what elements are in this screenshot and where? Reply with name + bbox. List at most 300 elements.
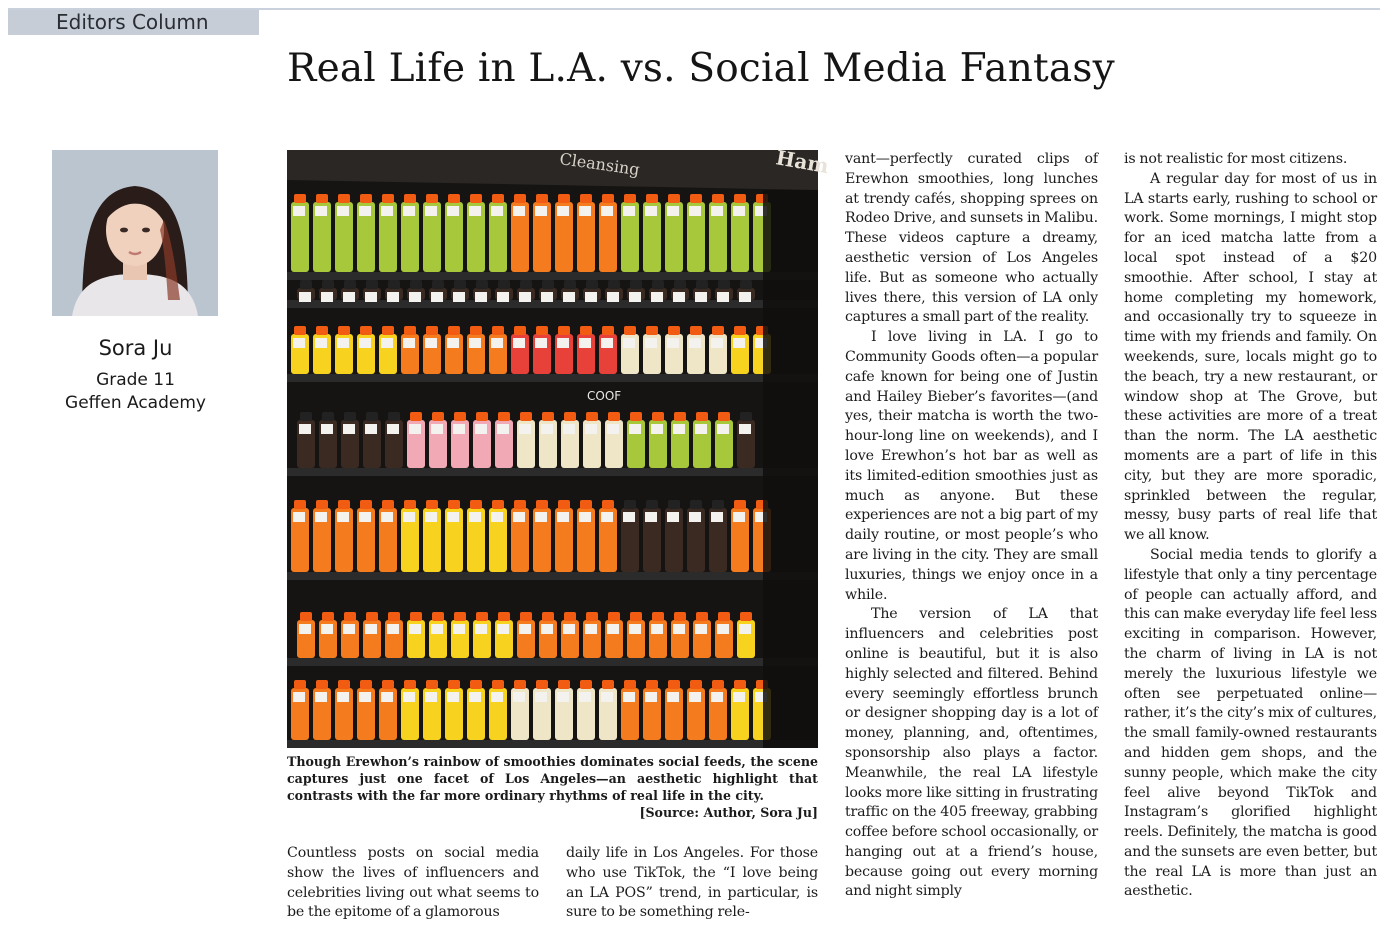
bottle-cap (514, 194, 526, 203)
price-tag (623, 338, 635, 348)
price-tag (695, 292, 707, 302)
bottle-cap (382, 680, 394, 689)
bottle-cap (674, 612, 686, 621)
price-tag (629, 424, 641, 434)
bottle-cap (558, 194, 570, 203)
bottle-cap (338, 194, 350, 203)
price-tag (491, 512, 503, 522)
shelf-edge (287, 658, 818, 666)
price-tag (519, 624, 531, 634)
bottle-cap (322, 280, 334, 289)
price-tag (519, 292, 531, 302)
bottle-cap (630, 412, 642, 421)
price-tag (293, 692, 305, 702)
price-tag (519, 424, 531, 434)
bottle-cap (542, 412, 554, 421)
price-tag (733, 692, 745, 702)
price-tag (343, 624, 355, 634)
bottle-cap (448, 500, 460, 509)
price-tag (667, 338, 679, 348)
author-school: Geffen Academy (65, 393, 206, 413)
price-tag (321, 424, 333, 434)
price-tag (563, 292, 575, 302)
bottle-cap (734, 680, 746, 689)
bottle-cap (586, 280, 598, 289)
price-tag (403, 512, 415, 522)
bottle-cap (404, 500, 416, 509)
price-tag (337, 692, 349, 702)
bottle-cap (580, 500, 592, 509)
price-tag (293, 206, 305, 216)
price-tag (293, 338, 305, 348)
price-tag (541, 424, 553, 434)
price-tag (447, 692, 459, 702)
price-tag (541, 292, 553, 302)
sign-text-cleansing: Cleansing (558, 149, 641, 180)
bottle-cap (740, 280, 752, 289)
price-tag (409, 624, 421, 634)
price-tag (563, 624, 575, 634)
price-tag (475, 624, 487, 634)
photo-caption: Though Erewhon’s rainbow of smoothies dominates social feeds, the scene captures just one facet of Los Angeles—an aesthetic highlight that contrasts with the far more ordinary rhythms of real life in the city. (287, 754, 818, 803)
price-tag (299, 292, 311, 302)
bottle-cap (514, 680, 526, 689)
price-tag (475, 292, 487, 302)
price-tag (601, 692, 613, 702)
author-portrait (52, 150, 218, 316)
bottle-cap (734, 194, 746, 203)
price-tag (453, 292, 465, 302)
bottle-cap (454, 612, 466, 621)
bottle-cap (498, 280, 510, 289)
author-avatar (52, 150, 218, 316)
price-tag (431, 424, 443, 434)
bottle-cap (602, 326, 614, 335)
price-tag (409, 292, 421, 302)
price-tag (497, 624, 509, 634)
bottle-cap (382, 500, 394, 509)
bottle-cap (646, 194, 658, 203)
price-tag (623, 512, 635, 522)
price-tag (645, 692, 657, 702)
bottle-cap (558, 326, 570, 335)
bottle-cap (492, 194, 504, 203)
bottle-cap (734, 500, 746, 509)
price-tag (453, 624, 465, 634)
bottle-cap (602, 680, 614, 689)
bottle-cap (338, 680, 350, 689)
price-tag (469, 338, 481, 348)
price-tag (717, 624, 729, 634)
shelf-edge (287, 374, 818, 382)
price-tag (601, 512, 613, 522)
price-tag (689, 206, 701, 216)
bottle-cap (498, 412, 510, 421)
price-tag (315, 512, 327, 522)
price-tag (381, 338, 393, 348)
bottle-cap (448, 680, 460, 689)
price-tag (365, 292, 377, 302)
price-tag (717, 424, 729, 434)
price-tag (689, 692, 701, 702)
photo-source: [Source: Author, Sora Ju] (639, 805, 818, 820)
bottle-cap (360, 326, 372, 335)
bottle-cap (608, 280, 620, 289)
bottle-cap (608, 412, 620, 421)
price-tag (557, 692, 569, 702)
price-tag (711, 692, 723, 702)
bottle-cap (360, 194, 372, 203)
price-tag (359, 338, 371, 348)
bottle-cap (300, 280, 312, 289)
bottle-cap (624, 680, 636, 689)
price-tag (689, 338, 701, 348)
paragraph-4: A regular day for most of us in LA starts early, rushing to school or work. Some mornings, I might stop for an iced matcha latte from a local spot instead of a $20 smoothie. After school, I stay at home completing my homework, and occasionally try to squeeze in time with my friends and family. On weekends, sure, locals might go to the beach, try a new restaurant, or window shop at The Grove, but these activities are more of a treat than the norm. The LA aesthetic moments are a part of life in this city, but they are more sporadic, sprinkled between the regular, messy, busy parts of real life that we all know. (1124, 170, 1377, 544)
bottle-cap (476, 412, 488, 421)
price-tag (337, 206, 349, 216)
bottle-cap (294, 680, 306, 689)
bottle-cap (366, 612, 378, 621)
price-tag (711, 512, 723, 522)
bottle-cap (432, 612, 444, 621)
price-tag (497, 424, 509, 434)
price-tag (601, 338, 613, 348)
price-tag (403, 206, 415, 216)
bottle-cap (470, 680, 482, 689)
bottle-cap (388, 412, 400, 421)
paragraph-1-start: Countless posts on social media show the lives of influencers and celebrities living out what seems to be the epitome of a glamorous (287, 845, 539, 921)
paragraph-1-continued: daily life in Los Angeles. For those who use TikTok, the “I love being an LA POS” trend, in particular, is sure to be something rele- (566, 845, 818, 921)
bottle-cap (388, 280, 400, 289)
price-tag (337, 512, 349, 522)
price-tag (491, 338, 503, 348)
price-tag (623, 692, 635, 702)
bottle-cap (696, 412, 708, 421)
price-tag (739, 424, 751, 434)
price-tag (711, 338, 723, 348)
bottle-cap (668, 326, 680, 335)
price-tag (381, 692, 393, 702)
bottle-cap (300, 612, 312, 621)
bottle-cap (514, 500, 526, 509)
price-tag (563, 424, 575, 434)
article-column-2 (566, 844, 818, 923)
price-tag (321, 624, 333, 634)
price-tag (651, 624, 663, 634)
bottle-cap (316, 500, 328, 509)
price-tag (343, 292, 355, 302)
bottle-cap (382, 194, 394, 203)
price-tag (447, 206, 459, 216)
bottle-cap (690, 326, 702, 335)
bottle-cap (316, 194, 328, 203)
bottle-cap (338, 326, 350, 335)
bottle-cap (608, 612, 620, 621)
shelf-edge (287, 272, 818, 280)
bottle-cap (322, 612, 334, 621)
bottle-cap (740, 412, 752, 421)
price-tag (513, 692, 525, 702)
price-tag (409, 424, 421, 434)
price-tag (579, 206, 591, 216)
price-tag (359, 206, 371, 216)
price-tag (387, 624, 399, 634)
bottle-cap (426, 194, 438, 203)
bottle-cap (514, 326, 526, 335)
bottle-cap (734, 326, 746, 335)
price-tag (425, 338, 437, 348)
bottle-cap (360, 500, 372, 509)
article-column-1 (287, 844, 539, 923)
bottle-cap (690, 680, 702, 689)
price-tag (623, 206, 635, 216)
price-tag (469, 206, 481, 216)
price-tag (557, 338, 569, 348)
shelf-edge (287, 740, 818, 748)
price-tag (359, 692, 371, 702)
bottle-cap (470, 500, 482, 509)
bottle-cap (432, 412, 444, 421)
bottle-cap (690, 194, 702, 203)
bottle-cap (410, 280, 422, 289)
price-tag (535, 692, 547, 702)
price-tag (535, 206, 547, 216)
bottle-cap (360, 680, 372, 689)
bottle-cap (454, 412, 466, 421)
bottle-cap (294, 500, 306, 509)
bottle-cap (586, 612, 598, 621)
price-tag (321, 292, 333, 302)
bottle-cap (448, 194, 460, 203)
bottle-cap (316, 680, 328, 689)
price-tag (607, 624, 619, 634)
bottle-cap (740, 612, 752, 621)
price-tag (513, 338, 525, 348)
price-tag (447, 512, 459, 522)
price-tag (535, 338, 547, 348)
price-tag (645, 206, 657, 216)
bottle-cap (432, 280, 444, 289)
bottle-cap (536, 680, 548, 689)
smoothie-shelf-illustration (287, 145, 831, 748)
price-tag (387, 424, 399, 434)
bottle-cap (388, 612, 400, 621)
bottle-cap (624, 194, 636, 203)
bottle-cap (580, 194, 592, 203)
price-tag (425, 692, 437, 702)
price-tag (557, 512, 569, 522)
bottle-cap (602, 194, 614, 203)
bottle-cap (536, 326, 548, 335)
price-tag (469, 692, 481, 702)
bottle-cap (492, 326, 504, 335)
price-tag (453, 424, 465, 434)
price-tag (403, 692, 415, 702)
price-tag (585, 292, 597, 302)
paragraph-1-end: vant—perfectly curated clips of Erewhon smoothies, long lunches at trendy cafés, shopping sprees on Rodeo Drive, and sunsets in Malibu. These videos capture a dreamy, aesthetic version of Los Angeles life. But as someone who actually lives there, this version of LA only captures a small part of the reality. (845, 151, 1099, 326)
paragraph-5: Social media tends to glorify a lifestyle that only a tiny percentage of people can actually afford, and this can make everyday life feel less exciting in comparison. However, the charm of living in LA is not merely the luxurious lifestyle we often see perpetuated online—rather, it’s the city’s mix of cultures, the small family-owned restaurants and hidden gem shops, and the sunny people, which make the city feel alive beyond TikTok and Instagram’s glorified highlight reels. Definitely, the matcha is good and the sunsets are even better, but the real LA is more than just an aesthetic. (1124, 546, 1377, 900)
price-tag (513, 512, 525, 522)
price-tag (315, 692, 327, 702)
bottle-cap (624, 500, 636, 509)
bottle-cap (718, 280, 730, 289)
paragraph-3: The version of LA that influencers and celebrities post online is beautiful, but it is also highly selected and filtered. Behind every seemingly effortless brunch or designer shopping day is a lot of money, planning, and, oftentimes, sponsorship also plays a factor. Meanwhile, the real LA lifestyle looks more like sitting in frustrating traffic on the 405 freeway, grabbing coffee before school occasionally, or hanging out at a friend’s house, because going out every morning and night simply (845, 606, 1098, 900)
bottle-cap (492, 500, 504, 509)
price-tag (667, 512, 679, 522)
price-tag (717, 292, 729, 302)
bottle-cap (712, 500, 724, 509)
bottle-cap (300, 412, 312, 421)
bottle-cap (294, 194, 306, 203)
price-tag (629, 292, 641, 302)
bottle-cap (696, 612, 708, 621)
price-tag (343, 424, 355, 434)
bottle-cap (520, 612, 532, 621)
price-tag (601, 206, 613, 216)
bottle-cap (624, 326, 636, 335)
price-tag (733, 512, 745, 522)
price-tag (365, 424, 377, 434)
price-tag (711, 206, 723, 216)
bottle-cap (668, 194, 680, 203)
bottle-cap (668, 680, 680, 689)
bottle-cap (404, 326, 416, 335)
price-tag (513, 206, 525, 216)
bottle-cap (646, 326, 658, 335)
price-tag (491, 206, 503, 216)
price-tag (579, 338, 591, 348)
bottle-cap (492, 680, 504, 689)
bottle-cap (520, 280, 532, 289)
bottle-cap (404, 680, 416, 689)
bottle-cap (542, 612, 554, 621)
price-tag (695, 424, 707, 434)
sign-text-ham: Ham (774, 145, 831, 179)
smoothie-shelf-photo (287, 145, 831, 748)
bottle-cap (338, 500, 350, 509)
bottle-cap (344, 612, 356, 621)
section-tag: Editors Column (8, 10, 259, 35)
bottle-cap (586, 412, 598, 421)
price-tag (469, 512, 481, 522)
price-tag (293, 512, 305, 522)
price-tag (585, 424, 597, 434)
shelf-edge (287, 468, 818, 476)
bottle-cap (498, 612, 510, 621)
bottle-cap (558, 500, 570, 509)
bottle-cap (564, 280, 576, 289)
bottle-cap (294, 326, 306, 335)
price-tag (387, 292, 399, 302)
price-tag (425, 512, 437, 522)
price-tag (315, 206, 327, 216)
bottle-cap (564, 612, 576, 621)
price-tag (299, 624, 311, 634)
bottle-cap (646, 680, 658, 689)
bottle-cap (536, 500, 548, 509)
bottle-cap (712, 680, 724, 689)
bottle-cap (652, 280, 664, 289)
price-tag (541, 624, 553, 634)
price-tag (299, 424, 311, 434)
price-tag (667, 206, 679, 216)
price-tag (733, 206, 745, 216)
bottle-cap (476, 612, 488, 621)
bottle-cap (690, 500, 702, 509)
article-column-3 (845, 150, 1098, 902)
bottle-cap (558, 680, 570, 689)
paragraph-3-end: is not realistic for most citizens. (1124, 151, 1348, 167)
bottle-cap (542, 280, 554, 289)
price-tag (557, 206, 569, 216)
headline: Real Life in L.A. vs. Social Media Fantasy (287, 46, 1115, 91)
price-tag (651, 424, 663, 434)
bottle-cap (536, 194, 548, 203)
price-tag (315, 338, 327, 348)
bottle-cap (470, 194, 482, 203)
bottle-cap (410, 612, 422, 621)
price-tag (491, 692, 503, 702)
bottle-cap (404, 194, 416, 203)
shelf-edge (287, 572, 818, 580)
bottle-cap (382, 326, 394, 335)
price-tag (585, 624, 597, 634)
price-tag (651, 292, 663, 302)
price-tag (607, 292, 619, 302)
price-tag (695, 624, 707, 634)
bottle-cap (674, 280, 686, 289)
shelf-label-text: COOF (587, 389, 622, 403)
bottle-cap (564, 412, 576, 421)
price-tag (673, 624, 685, 634)
bottle-cap (344, 280, 356, 289)
price-tag (431, 624, 443, 634)
bottle-cap (470, 326, 482, 335)
price-tag (359, 512, 371, 522)
price-tag (475, 424, 487, 434)
bottle-cap (316, 326, 328, 335)
bottle-cap (366, 412, 378, 421)
bottle-cap (410, 412, 422, 421)
price-tag (733, 338, 745, 348)
bottle-cap (718, 612, 730, 621)
bottle-cap (674, 412, 686, 421)
price-tag (497, 292, 509, 302)
price-tag (365, 624, 377, 634)
bottle-cap (646, 500, 658, 509)
price-tag (645, 338, 657, 348)
price-tag (381, 512, 393, 522)
price-tag (689, 512, 701, 522)
bottle-cap (322, 412, 334, 421)
price-tag (425, 206, 437, 216)
price-tag (579, 512, 591, 522)
author-name: Sora Ju (98, 336, 173, 360)
price-tag (739, 292, 751, 302)
price-tag (673, 424, 685, 434)
price-tag (673, 292, 685, 302)
author-grade: Grade 11 (96, 370, 175, 390)
price-tag (337, 338, 349, 348)
bottle-cap (454, 280, 466, 289)
price-tag (667, 692, 679, 702)
bottle-cap (344, 412, 356, 421)
bottle-cap (520, 412, 532, 421)
price-tag (447, 338, 459, 348)
price-tag (607, 424, 619, 434)
price-tag (739, 624, 751, 634)
bottle-cap (712, 194, 724, 203)
